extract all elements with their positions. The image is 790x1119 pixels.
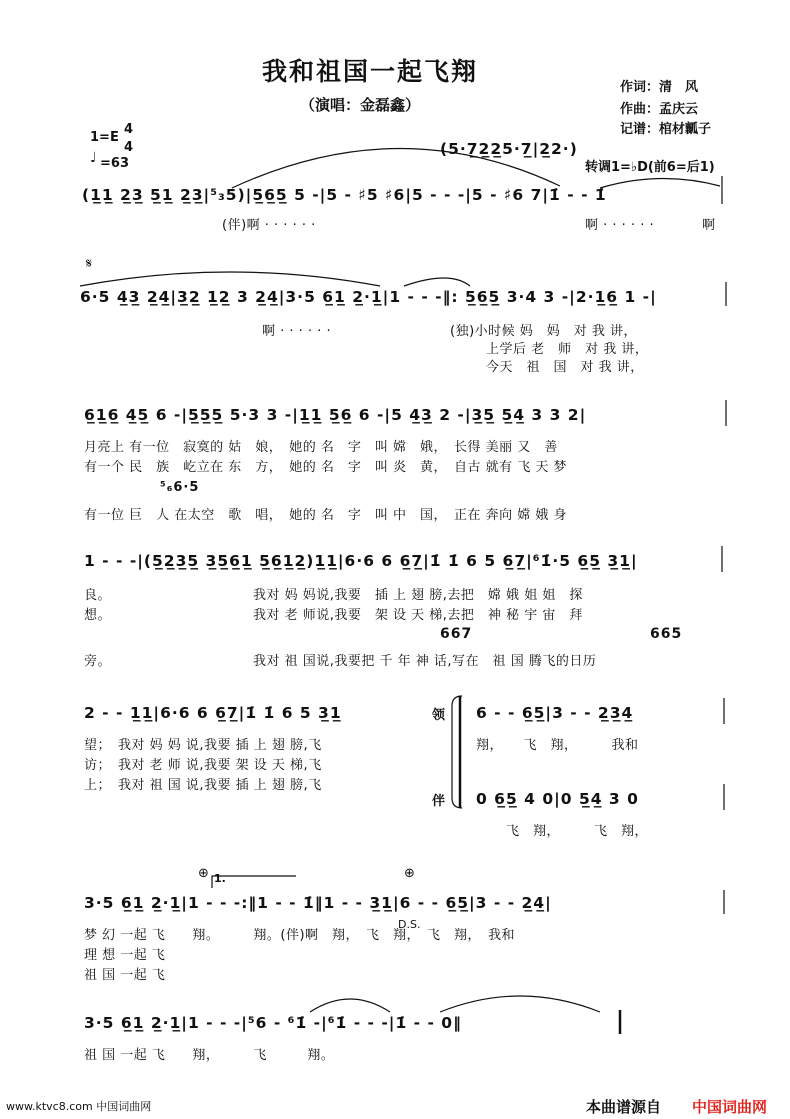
variant-notes-4b: 665 bbox=[650, 626, 683, 642]
lead-part-lyrics: 翔， 飞 翔， 我和 bbox=[476, 738, 639, 753]
score-line-4: 1 - - -|(5̲2̲3̲5̲ 3̲5̲6̲1̲ 5̲6̲1̲2̲)1̲1̲|6·6 6 6̲7̲|1̇ 1̇ 6 5 6̲7̲|⁶1̇·5 6̲5̲ 3̲1̲| bbox=[84, 552, 638, 570]
score-line-7: 3·5 6̲1̲ 2̲·1̲|1 - - -|⁵6 - ⁶1̇ -|⁶1̇ - - -|1̇ - - 0‖ bbox=[84, 1014, 462, 1032]
accomp-part-notes: 0 6̲5̲ 4 0|0 5̲4̲ 3 0 bbox=[476, 790, 639, 808]
lyric-line-3-b: 有一个 民 族 屹立在 东 方， 她的 名 字 叫 炎 黄， 自古 就有 飞 天 梦 bbox=[84, 460, 568, 475]
song-title: 我和祖国一起飞翔 bbox=[262, 57, 479, 86]
lyric-line-5-a: 望； 我对 妈 妈 说,我要 插 上 翅 膀,飞 bbox=[84, 738, 322, 753]
footer-source-name: 中国词曲网 bbox=[692, 1098, 768, 1116]
score-line-2: 6·5 4̲3̲ 2̲4̲|3̲2̲ 1̲2̲ 3 2̲4̲|3·5 6̲1̲ 2̲·1̲|1 - - -‖: 5̲6̲5̲ 3·4 3 -|2·1̲6̲ 1 -| bbox=[80, 288, 657, 306]
lyric-line-6-c: 祖 国 一起 飞 bbox=[84, 968, 166, 983]
lyric-line-4-b: 想。 我对 老 师说,我要 架 设 天 梯,去把 神 秘 宇 宙 拜 bbox=[84, 608, 583, 623]
lyric-line-2-b: (独)小时候 妈 妈 对 我 讲， bbox=[450, 324, 638, 339]
lyric-line-2-a: 啊 · · · · · · bbox=[262, 324, 332, 339]
lyric-line-6-b: 理 想 一起 飞 bbox=[84, 948, 166, 963]
lead-part-notes: 6 - - 6̲5̲|3 - - 2̲3̲4̲ bbox=[476, 704, 634, 722]
composer-credit: 作曲：孟庆云 bbox=[620, 102, 699, 117]
quarter-note-icon: ♩ bbox=[90, 150, 97, 166]
score-line-3: 6̲1̲6̲ 4̲5̲ 6 -|5̲5̲5̲ 5·3 3 -|1̲1̲ 5̲6̲ 6 -|5 4̲3̲ 2 -|3̲5̲ 5̲4̲ 3 3 2| bbox=[84, 406, 587, 424]
volta-bracket-label: 1. bbox=[214, 872, 226, 885]
footer-site-left: www.ktvc8.com 中国词曲网 bbox=[6, 1100, 152, 1113]
lyricist-credit: 作词：清 风 bbox=[620, 80, 699, 95]
score-line-1: (1̲1̲ 2̲3̲ 5̲1̲ 2̲3̲|⁵₃5)|5̲6̲5̲ 5 -|5 - ♯5 ♯6|5 - - -|5 - ♯6 7|1̇ - - 1̇ bbox=[82, 186, 607, 204]
singer-credit: （演唱：金磊鑫） bbox=[300, 96, 421, 114]
lyric-line-2-c: 上学后 老 师 对 我 讲， bbox=[486, 342, 649, 357]
modulation-marking: 转调1=♭D(前6=后1) bbox=[585, 160, 715, 175]
lyric-line-1-a: (伴)啊 · · · · · · bbox=[222, 218, 316, 233]
accomp-part-label: 伴 bbox=[432, 794, 446, 809]
prelude-cue: (5·7̲2̲2̲5·7̲|2̲2·) bbox=[440, 140, 578, 158]
lyric-line-1-b: 啊 · · · · · · bbox=[585, 218, 655, 233]
time-signature-top: 4 bbox=[124, 122, 134, 137]
footer-source-label: 本曲谱源自 bbox=[586, 1098, 662, 1116]
accomp-part-lyrics: 飞 翔， 飞 翔， bbox=[506, 824, 649, 839]
lead-part-label: 领 bbox=[432, 708, 446, 723]
lyric-line-3-a: 月亮上 有一位 寂寞的 姑 娘， 她的 名 字 叫 嫦 娥， 长得 美丽 又 善 bbox=[84, 440, 558, 455]
lyric-line-5-b: 访； 我对 老 师 说,我要 架 设 天 梯,飞 bbox=[84, 758, 322, 773]
variant-notes-3: ⁵₆6·5 bbox=[160, 480, 200, 495]
coda-icon-2: ⊕ bbox=[404, 866, 415, 881]
time-signature-bottom: 4 bbox=[124, 140, 134, 155]
tempo-marking: =63 bbox=[100, 156, 129, 171]
coda-icon: ⊕ bbox=[198, 866, 209, 881]
lyric-line-4-c: 旁。 我对 祖 国说,我要把 千 年 神 话,写在 祖 国 腾飞的日历 bbox=[84, 654, 597, 669]
ds-marking: D.S. bbox=[398, 918, 421, 931]
lyric-line-2-d: 今天 祖 国 对 我 讲， bbox=[486, 360, 644, 375]
transcriber-credit: 记谱：棺材瓤子 bbox=[620, 122, 712, 137]
segno-icon: 𝄋 bbox=[86, 256, 93, 272]
lyric-line-7-a: 祖 国 一起 飞 翔， 飞 翔。 bbox=[84, 1048, 335, 1063]
score-line-5: 2 - - 1̲1̲|6·6 6 6̲7̲|1̇ 1̇ 6 5 3̲1̲ bbox=[84, 704, 342, 722]
variant-notes-4a: 667 bbox=[440, 626, 473, 642]
lyric-line-5-c: 上； 我对 祖 国 说,我要 插 上 翅 膀,飞 bbox=[84, 778, 322, 793]
key-signature: 1=E bbox=[90, 130, 119, 145]
lyric-line-4-a: 良。 我对 妈 妈说,我要 插 上 翅 膀,去把 嫦 娥 姐 姐 探 bbox=[84, 588, 583, 603]
lyric-line-6-a: 梦 幻 一起 飞 翔。 翔。(伴)啊 翔， 飞 翔， 飞 翔， 我和 bbox=[84, 928, 516, 943]
score-line-6: 3·5 6̲1̲ 2̲·1̲|1 - - -:‖1 - - 1̇‖1 - - 3̲1̲|6 - - 6̲5̲|3 - - 2̲4̲| bbox=[84, 894, 552, 912]
lyric-line-3-c: 有一位 巨 人 在太空 歌 唱， 她的 名 字 叫 中 国， 正在 奔向 嫦 娥 身 bbox=[84, 508, 568, 523]
lyric-line-1-c: 啊 bbox=[702, 218, 716, 233]
